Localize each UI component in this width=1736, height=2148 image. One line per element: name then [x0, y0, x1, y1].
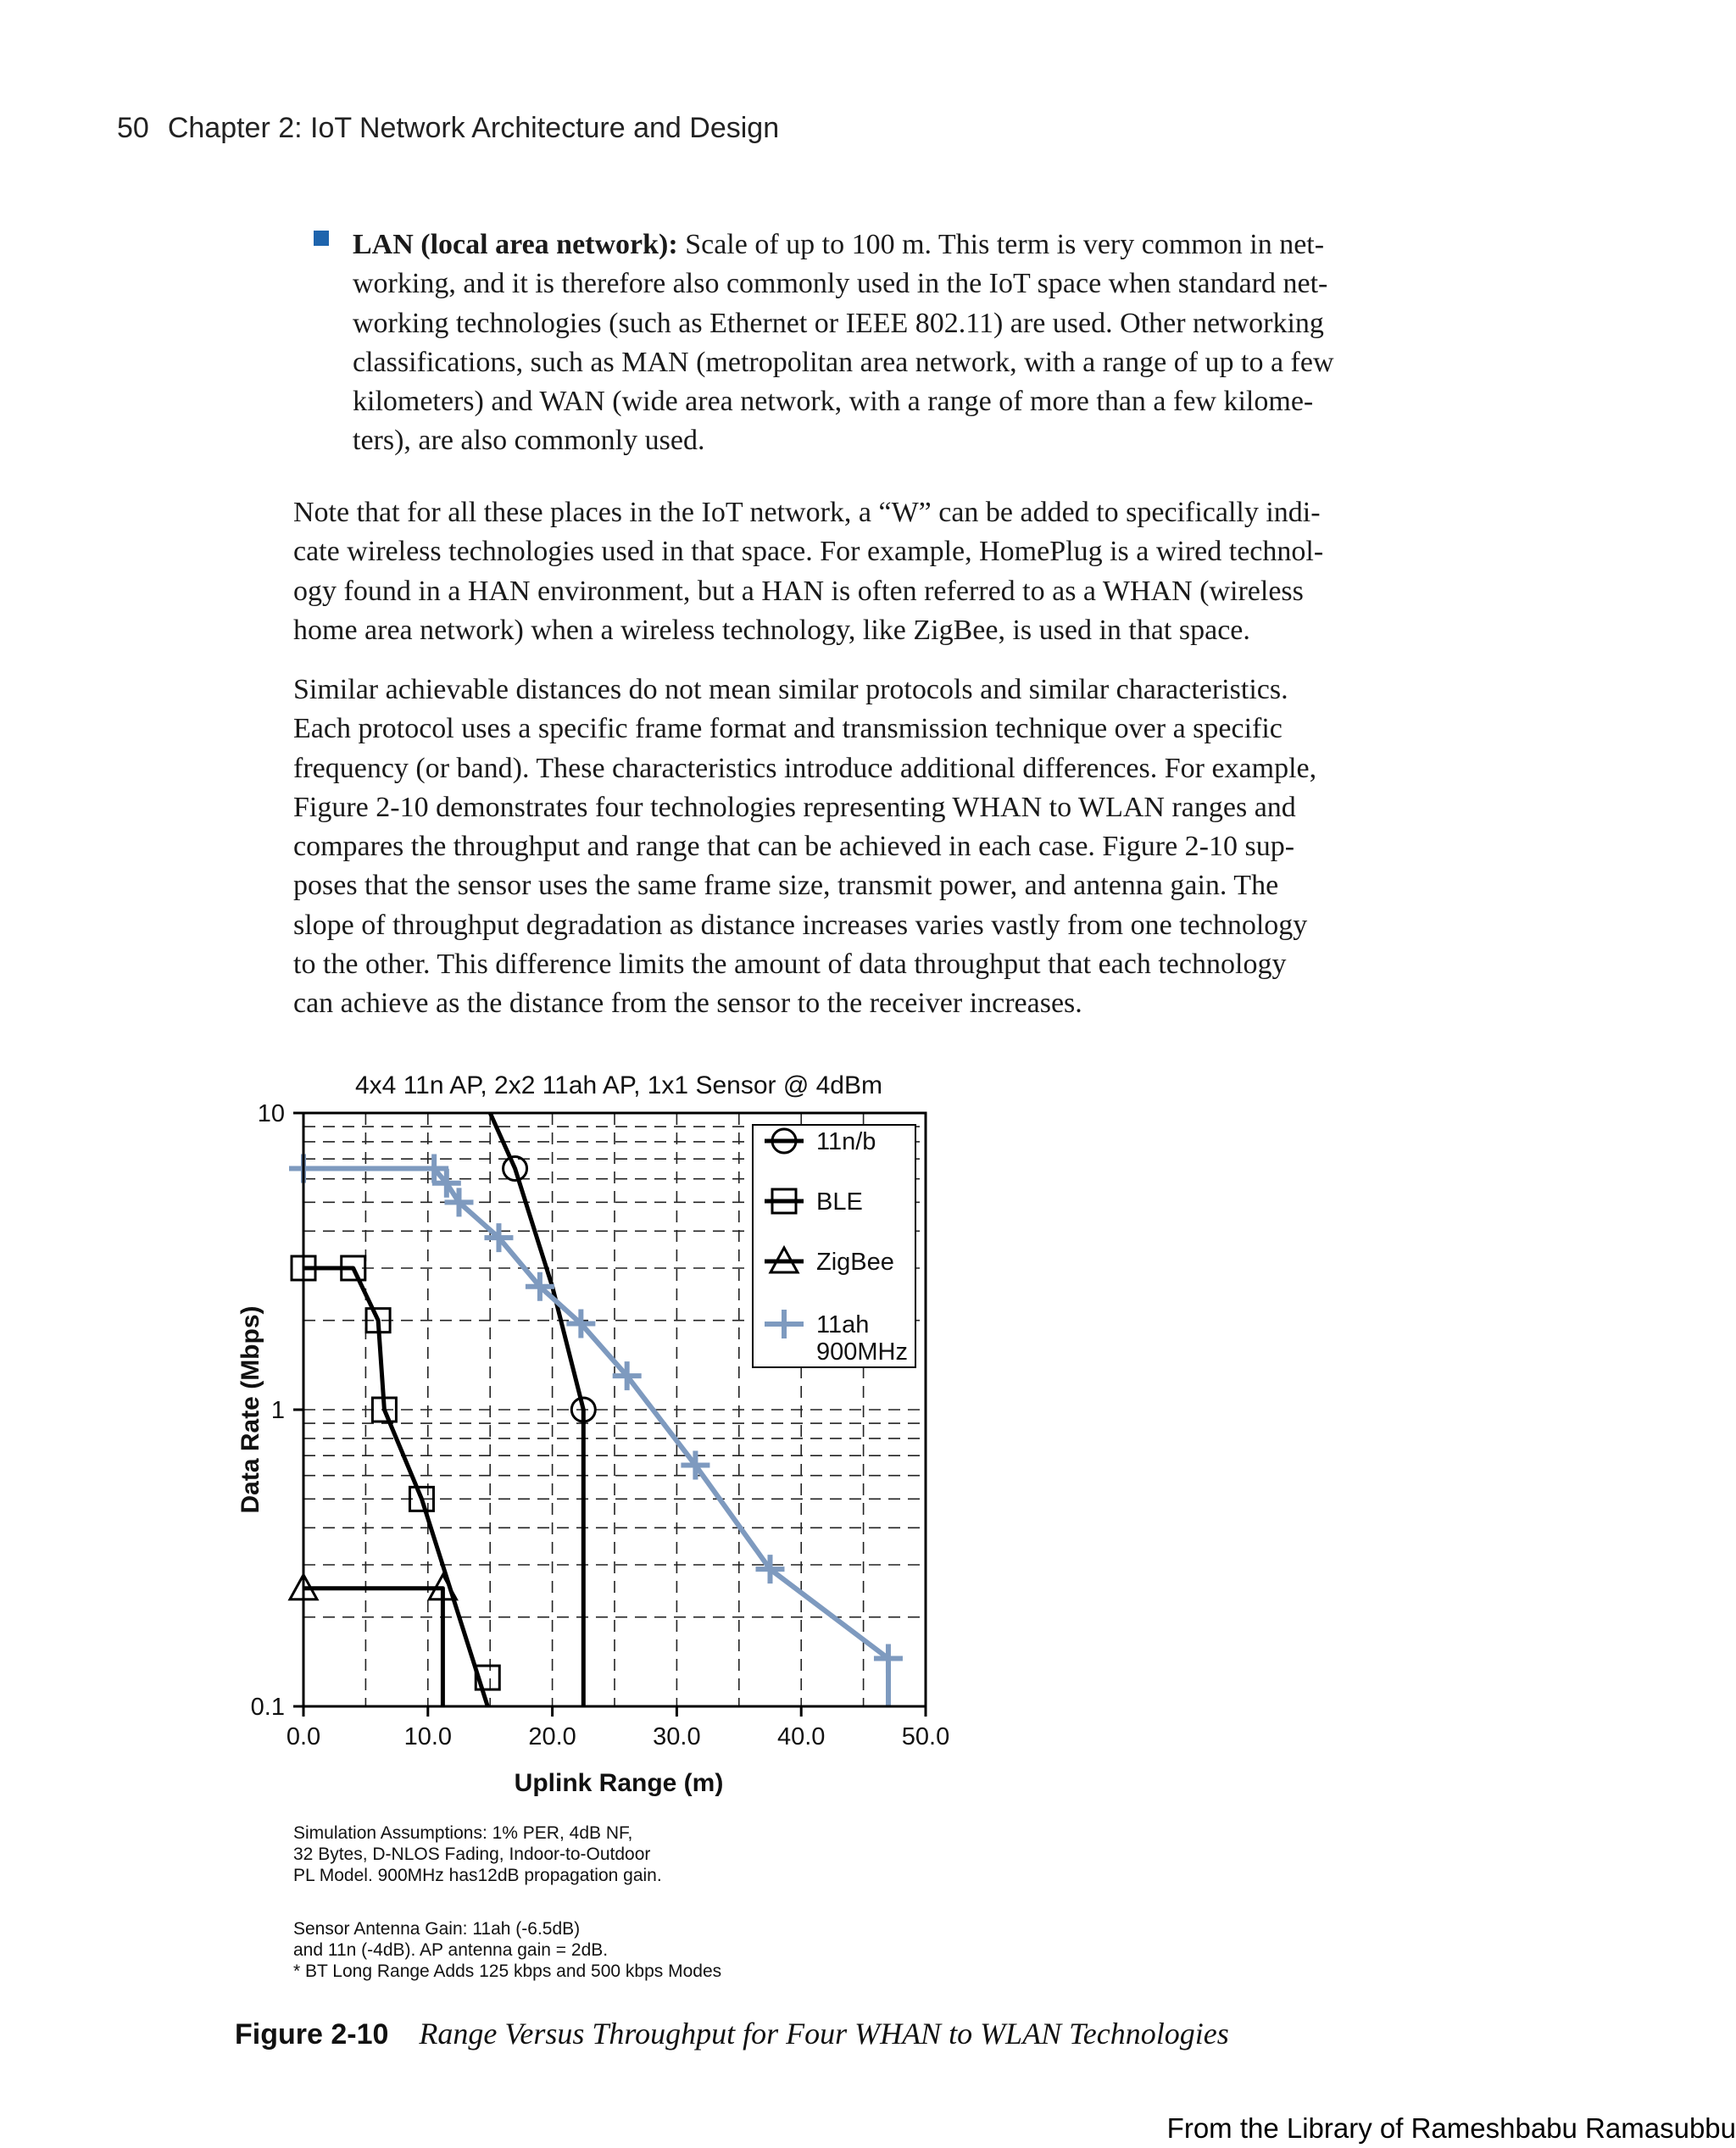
text-line: Similar achievable distances do not mean similar protocols and similar characteristics. — [293, 674, 1288, 705]
text-line: slope of throughput degradation as distance increases varies vastly from one technology — [293, 909, 1308, 941]
note-line: and 11n (-4dB). AP antenna gain = 2dB. — [293, 1940, 609, 1960]
bullet-line: classifications, such as MAN (metropolitan area network, with a range of up to a few — [353, 346, 1334, 378]
note-line: Sensor Antenna Gain: 11ah (-6.5dB) — [293, 1919, 581, 1939]
y-tick-label: 1 — [270, 1397, 285, 1424]
legend-label-ble: BLE — [816, 1188, 863, 1216]
text-line: Each protocol uses a specific frame format and transmission technique over a specific — [293, 713, 1283, 745]
text-line: ogy found in a HAN environment, but a HAN is often referred to as a WHAN (wireless — [293, 575, 1304, 607]
text-line: Figure 2-10 demonstrates four technologies representing WHAN to WLAN ranges and — [293, 791, 1296, 823]
text-line: home area network) when a wireless technology, like ZigBee, is used in that space. — [293, 614, 1250, 646]
text-line: Note that for all these places in the IoT network, a “W” can be added to specifically indi- — [293, 497, 1321, 528]
figure-title: Range Versus Throughput for Four WHAN to WLAN Technologies — [419, 2017, 1229, 2051]
note-line: PL Model. 900MHz has12dB propagation gain. — [293, 1866, 662, 1885]
series-line-zigbee — [303, 1589, 442, 1706]
legend-label-11n-b: 11n/b — [816, 1128, 876, 1155]
y-axis-label: Data Rate (Mbps) — [236, 1305, 264, 1514]
antenna-notes — [293, 1918, 721, 1982]
chart-legend — [753, 1125, 915, 1367]
note-line: 32 Bytes, D-NLOS Fading, Indoor-to-Outdoor — [293, 1845, 651, 1864]
y-tick-label: 10 — [257, 1100, 285, 1127]
bullet-line: working, and it is therefore also commonly used in the IoT space when standard net- — [353, 268, 1328, 300]
bullet-line: working technologies (such as Ethernet or IEEE 802.11) are used. Other networking — [353, 307, 1324, 339]
bullet-line: LAN (local area network): Scale of up to 100 m. This term is very common in net- — [353, 229, 1325, 260]
page-number: 50 — [117, 112, 149, 144]
note-line: Simulation Assumptions: 1% PER, 4dB NF, — [293, 1823, 633, 1843]
figure-number: Figure 2-10 — [235, 2018, 389, 2051]
note-line: * BT Long Range Adds 125 kbps and 500 kbps Modes — [293, 1962, 722, 1981]
text-line: to the other. This difference limits the amount of data throughput that each technology — [293, 949, 1287, 981]
bullet-line: kilometers) and WAN (wide area network, with a range of more than a few kilome- — [353, 386, 1314, 418]
y-tick-label: 0.1 — [250, 1694, 285, 1721]
legend-label-zigbee: ZigBee — [816, 1249, 894, 1276]
chart-title: 4x4 11n AP, 2x2 11ah AP, 1x1 Sensor @ 4dBm — [354, 1071, 883, 1099]
bullet-line: ters), are also commonly used. — [353, 425, 705, 457]
text-line: can achieve as the distance from the sensor to the receiver increases. — [293, 988, 1082, 1020]
library-footer: From the Library of Rameshbabu Ramasubbu — [1166, 2112, 1736, 2144]
x-tick-label: 0.0 — [286, 1723, 321, 1750]
series-line-ble — [303, 1268, 487, 1706]
x-tick-label: 50.0 — [901, 1723, 950, 1750]
x-tick-label: 30.0 — [653, 1723, 701, 1750]
x-tick-label: 40.0 — [776, 1723, 826, 1750]
legend-label-11ah-900mhz: 900MHz — [816, 1338, 908, 1366]
chapter-title: Chapter 2: IoT Network Architecture and Design — [167, 112, 780, 144]
text-line: poses that the sensor uses the same frame size, transmit power, and antenna gain. The — [293, 870, 1279, 902]
legend-label-11ah-900mhz: 11ah — [816, 1311, 870, 1338]
bullet-term: LAN (local area network): — [353, 229, 678, 260]
text-line: cate wireless technologies used in that space. For example, HomePlug is a wired technol- — [293, 536, 1324, 568]
figure-caption — [235, 2016, 1229, 2051]
x-tick-label: 20.0 — [528, 1723, 576, 1750]
x-tick-label: 10.0 — [403, 1723, 453, 1750]
text-line: frequency (or band). These characteristics introduce additional differences. For example, — [293, 752, 1317, 784]
x-axis-label: Uplink Range (m) — [514, 1769, 724, 1797]
text-line: compares the throughput and range that can be achieved in each case. Figure 2-10 sup- — [293, 831, 1295, 863]
simulation-notes — [293, 1822, 662, 1886]
